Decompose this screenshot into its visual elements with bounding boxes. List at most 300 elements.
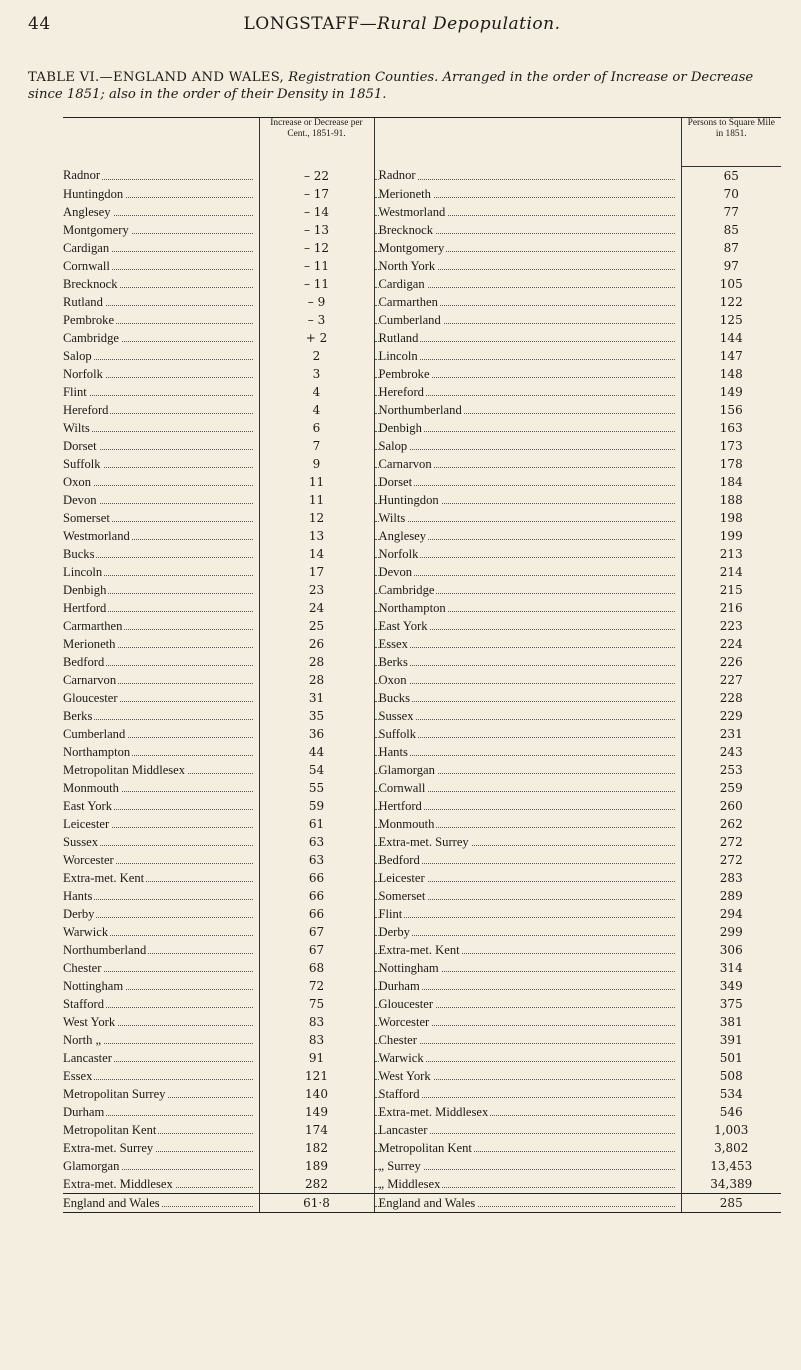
county-by-density-label: Lincoln [378,348,418,363]
county-by-density [374,887,681,905]
county-by-change [63,1121,259,1139]
county-by-density-label: Westmorland [378,204,446,219]
total-county-a-label: England and Wales [63,1195,160,1210]
county-by-change-label: Carnarvon [63,672,117,687]
change-percent: 12 [259,509,374,527]
table-row [63,743,781,761]
county-by-density [374,869,681,887]
county-by-density [374,491,681,509]
table-row [63,383,781,401]
county-by-change [63,779,259,797]
density-value: 65 [681,167,781,186]
table-body [63,167,781,1213]
county-by-density [374,905,681,923]
header-county-change [63,118,259,167]
density-value: 381 [681,1013,781,1031]
table-row [63,1085,781,1103]
county-by-density [374,617,681,635]
county-by-density-label: Essex [378,636,408,651]
county-by-change-label: Suffolk [63,456,101,471]
county-by-change [63,1175,259,1194]
county-by-density-label: Carmarthen [378,294,438,309]
density-value: 546 [681,1103,781,1121]
change-percent: 67 [259,941,374,959]
density-value: 534 [681,1085,781,1103]
county-by-density-label: Carnarvon [378,456,432,471]
density-value: 306 [681,941,781,959]
density-value: 105 [681,275,781,293]
county-by-density-label: Derby [378,924,410,939]
header-county-density [374,118,681,167]
table-row [63,959,781,977]
change-percent: 25 [259,617,374,635]
density-value: 349 [681,977,781,995]
table-row [63,833,781,851]
table-row [63,1049,781,1067]
county-by-change-label: Flint [63,384,87,399]
density-value: 173 [681,437,781,455]
table-row [63,527,781,545]
county-by-density [374,293,681,311]
leader-dots [375,574,675,576]
density-value: 391 [681,1031,781,1049]
table-row [63,869,781,887]
county-by-density [374,959,681,977]
county-by-density-label: East York [378,618,428,633]
county-by-density [374,797,681,815]
change-percent: 63 [259,833,374,851]
county-by-change-label: Extra-met. Surrey [63,1140,154,1155]
change-percent: 36 [259,725,374,743]
county-by-density-label: Leicester [378,870,425,885]
density-value: 144 [681,329,781,347]
county-by-change-label: Metropolitan Surrey [63,1086,166,1101]
county-by-density [374,239,681,257]
county-by-density [374,365,681,383]
county-by-change [63,1013,259,1031]
county-by-density-label: Durham [378,978,420,993]
county-by-change-label: Extra-met. Middlesex [63,1176,173,1191]
county-by-density-label: Salop [378,438,408,453]
county-by-change [63,365,259,383]
county-by-density-label: West York [378,1068,431,1083]
county-by-change-label: Worcester [63,852,114,867]
density-value: 188 [681,491,781,509]
county-by-change [63,653,259,671]
table-row [63,725,781,743]
table-row [63,851,781,869]
county-by-change-label: Brecknock [63,276,118,291]
county-by-change-label: Montgomery [63,222,129,237]
county-by-change-label: Devon [63,492,97,507]
county-by-density-label: Flint [378,906,403,921]
county-by-change [63,509,259,527]
table-label: TABLE VI.—ENGLAND AND WALES, [28,70,285,85]
density-value: 149 [681,383,781,401]
table-row [63,617,781,635]
table-row [63,1157,781,1175]
density-value: 272 [681,833,781,851]
density-value: 228 [681,689,781,707]
county-by-density-label: Somerset [378,888,426,903]
county-by-change-label: Lincoln [63,564,103,579]
density-value: 97 [681,257,781,275]
county-by-change [63,401,259,419]
table-row [63,815,781,833]
density-value: 501 [681,1049,781,1067]
table-row [63,563,781,581]
county-by-density-label: Northampton [378,600,446,615]
header-change: Increase or Decrease per Cent., 1851-91. [259,118,374,167]
county-by-change-label: Derby [63,906,95,921]
density-value: 163 [681,419,781,437]
density-value: 198 [681,509,781,527]
county-by-change [63,815,259,833]
change-percent: 55 [259,779,374,797]
table-row [63,671,781,689]
leader-dots [375,448,675,450]
county-by-change-label: Cumberland [63,726,126,741]
county-by-density-label: „ Surrey [378,1158,421,1173]
county-by-change-label: Cardigan [63,240,110,255]
county-by-density-label: Huntingdon [378,492,439,507]
table-row [63,977,781,995]
county-by-density-label: Lancaster [378,1122,428,1137]
table-row [63,941,781,959]
county-by-change-label: Gloucester [63,690,118,705]
table-row [63,1103,781,1121]
county-by-change-label: Hants [63,888,93,903]
county-by-density [374,347,681,365]
table-row [63,689,781,707]
density-value: 70 [681,185,781,203]
county-by-density [374,707,681,725]
county-by-density [374,545,681,563]
county-by-change [63,833,259,851]
county-by-density [374,221,681,239]
county-by-change-label: Cornwall [63,258,110,273]
table-row [63,293,781,311]
county-by-change [63,581,259,599]
county-by-density-label: Northumberland [378,402,462,417]
county-by-density [374,599,681,617]
page-number: 44 [28,14,51,34]
county-by-density-label: Cornwall [378,780,426,795]
county-by-density-label: Sussex [378,708,414,723]
county-by-change-label: Cambridge [63,330,119,345]
county-by-change-label: Rutland [63,294,103,309]
leader-dots [375,484,675,486]
county-by-change-label: Hereford [63,402,109,417]
county-by-change [63,1139,259,1157]
leader-dots [375,718,675,720]
county-by-density [374,1031,681,1049]
county-by-density [374,167,681,186]
density-value: 243 [681,743,781,761]
change-percent: – 11 [259,275,374,293]
change-percent: 4 [259,383,374,401]
county-by-density [374,671,681,689]
county-by-change [63,887,259,905]
county-by-density-label: Metropolitan Kent [378,1140,472,1155]
county-by-change-label: Norfolk [63,366,103,381]
change-percent: – 11 [259,257,374,275]
county-by-density [374,1013,681,1031]
density-value: 289 [681,887,781,905]
county-by-density-label: Merioneth [378,186,431,201]
county-by-density [374,1139,681,1157]
density-value: 294 [681,905,781,923]
table-row [63,221,781,239]
county-by-density [374,1121,681,1139]
county-by-change-label: Warwick [63,924,109,939]
change-percent: 83 [259,1031,374,1049]
county-by-density [374,995,681,1013]
county-by-change-label: Radnor [63,168,101,183]
county-by-change [63,563,259,581]
county-by-change-label: East York [63,798,112,813]
county-by-density [374,1157,681,1175]
density-value: 178 [681,455,781,473]
county-by-density [374,329,681,347]
county-by-change-label: Northumberland [63,942,147,957]
county-by-density-label: Norfolk [378,546,419,561]
leader-dots [375,754,675,756]
county-by-density-label: Devon [378,564,413,579]
change-percent: 6 [259,419,374,437]
county-by-change-label: Hertford [63,600,107,615]
county-by-density [374,833,681,851]
table-row [63,419,781,437]
county-by-density-label: Warwick [378,1050,424,1065]
county-by-density [374,1067,681,1085]
table-row [63,707,781,725]
county-by-change-label: Leicester [63,816,110,831]
county-by-density [374,509,681,527]
county-by-density-label: Dorset [378,474,413,489]
change-percent: 26 [259,635,374,653]
change-percent: 182 [259,1139,374,1157]
county-by-change [63,743,259,761]
county-by-change-label: Salop [63,348,92,363]
change-percent: 72 [259,977,374,995]
county-by-density [374,761,681,779]
density-value: 314 [681,959,781,977]
county-by-change-label: Sussex [63,834,98,849]
table-row [63,887,781,905]
county-by-change-label: Metropolitan Kent [63,1122,157,1137]
change-percent: 66 [259,905,374,923]
density-value: 260 [681,797,781,815]
table-row [63,437,781,455]
density-value: 147 [681,347,781,365]
change-percent: 63 [259,851,374,869]
county-by-change-label: Berks [63,708,93,723]
leader-dots [375,664,675,666]
county-by-density [374,437,681,455]
change-percent: 9 [259,455,374,473]
change-percent: – 14 [259,203,374,221]
county-by-density-label: Glamorgan [378,762,435,777]
county-by-density [374,923,681,941]
table-row [63,581,781,599]
density-value: 125 [681,311,781,329]
density-value: 148 [681,365,781,383]
density-value: 223 [681,617,781,635]
county-by-change [63,797,259,815]
county-by-density [374,743,681,761]
county-by-density-label: Stafford [378,1086,420,1101]
table-row [63,761,781,779]
density-value: 226 [681,653,781,671]
table-row [63,203,781,221]
county-by-density-label: Anglesey [378,528,427,543]
change-percent: – 9 [259,293,374,311]
county-by-change [63,347,259,365]
county-by-density [374,455,681,473]
county-table [63,117,781,1213]
table-row [63,185,781,203]
density-value: 299 [681,923,781,941]
leader-dots [63,394,253,396]
county-by-change-label: Bucks [63,546,95,561]
county-by-change [63,689,259,707]
county-by-density-label: Worcester [378,1014,430,1029]
county-by-change [63,1067,259,1085]
county-by-density-label: Hereford [378,384,424,399]
county-by-change [63,473,259,491]
county-by-density-label: Cumberland [378,312,441,327]
leader-dots [375,700,675,702]
county-by-density [374,941,681,959]
leader-dots [375,178,675,180]
county-by-density-label: North York [378,258,436,273]
county-by-change [63,167,259,186]
density-value: 122 [681,293,781,311]
county-by-change-label: Extra-met. Kent [63,870,145,885]
county-by-change [63,239,259,257]
density-value: 213 [681,545,781,563]
change-percent: 2 [259,347,374,365]
change-percent: 28 [259,653,374,671]
county-by-change-label: Anglesey [63,204,111,219]
change-percent: 14 [259,545,374,563]
county-by-change [63,1085,259,1103]
table-caption [28,69,788,103]
table-row [63,599,781,617]
table-row [63,239,781,257]
table-row [63,1175,781,1194]
leader-dots [375,682,675,684]
density-value: 215 [681,581,781,599]
county-by-change-label: Lancaster [63,1050,112,1065]
change-percent: 149 [259,1103,374,1121]
change-percent: 66 [259,869,374,887]
leader-dots [375,736,675,738]
county-by-density-label: Nottingham [378,960,439,975]
county-by-change-label: Bedford [63,654,105,669]
change-percent: 35 [259,707,374,725]
county-by-density [374,779,681,797]
change-percent: – 17 [259,185,374,203]
table-row [63,1139,781,1157]
county-by-change [63,869,259,887]
county-by-change-label: Chester [63,960,102,975]
table-row [63,797,781,815]
density-value: 508 [681,1067,781,1085]
county-by-density [374,473,681,491]
table-row [63,1013,781,1031]
county-by-density [374,257,681,275]
change-percent: 31 [259,689,374,707]
table-row [63,311,781,329]
county-by-change-label: Northampton [63,744,131,759]
density-value: 259 [681,779,781,797]
header-density: Persons to Square Mile in 1851. [681,118,781,167]
county-by-change [63,275,259,293]
change-percent: 61 [259,815,374,833]
county-by-density [374,1175,681,1194]
county-by-change [63,959,259,977]
change-percent: 282 [259,1175,374,1194]
county-by-change-label: Denbigh [63,582,107,597]
density-value: 272 [681,851,781,869]
county-by-change [63,527,259,545]
county-by-change [63,329,259,347]
density-value: 283 [681,869,781,887]
table-row [63,905,781,923]
county-by-change [63,491,259,509]
county-by-change-label: Pembroke [63,312,115,327]
county-by-density [374,653,681,671]
county-by-change-label: Stafford [63,996,105,1011]
county-by-change-label: Westmorland [63,528,130,543]
county-by-change [63,383,259,401]
county-by-change-label: Oxon [63,474,91,489]
density-value: 375 [681,995,781,1013]
density-value: 1,003 [681,1121,781,1139]
county-by-change [63,599,259,617]
county-by-density-label: Extra-met. Surrey [378,834,469,849]
density-value: 231 [681,725,781,743]
table-row [63,491,781,509]
change-percent: 17 [259,563,374,581]
county-by-change-label: Wilts [63,420,90,435]
density-value: 229 [681,707,781,725]
change-percent: 54 [259,761,374,779]
county-by-change [63,257,259,275]
change-percent: 3 [259,365,374,383]
table-row [63,455,781,473]
county-by-density-label: Chester [378,1032,417,1047]
table-row [63,473,781,491]
table-row [63,329,781,347]
table-row [63,545,781,563]
table-row [63,509,781,527]
county-by-change [63,221,259,239]
county-by-change [63,995,259,1013]
county-by-change [63,635,259,653]
table-row [63,275,781,293]
density-value: 184 [681,473,781,491]
total-change: 61·8 [259,1194,374,1213]
county-by-density [374,419,681,437]
total-county-b-label: England and Wales [378,1195,476,1210]
table-row [63,401,781,419]
change-percent: 189 [259,1157,374,1175]
density-value: 87 [681,239,781,257]
county-by-density [374,1103,681,1121]
